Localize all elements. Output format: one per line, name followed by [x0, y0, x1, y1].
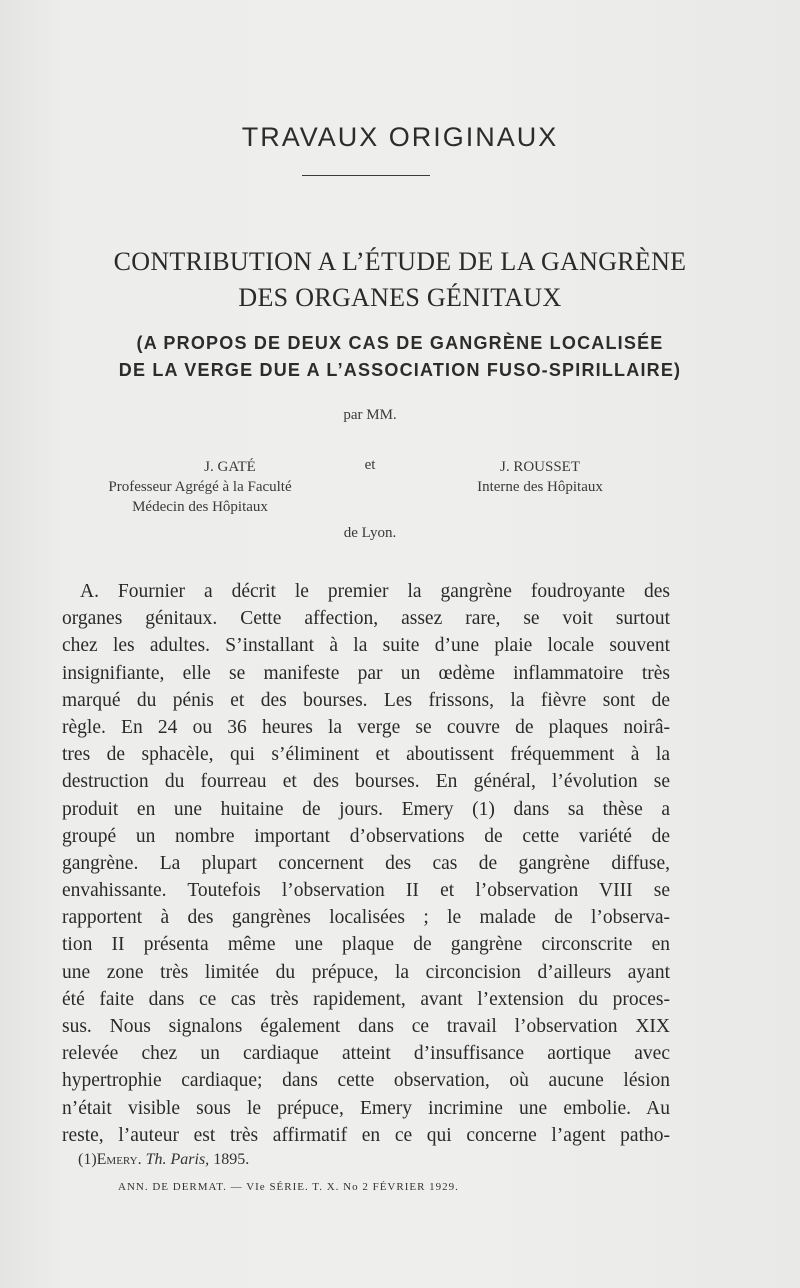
body-line: une zone très limitée du prépuce, la circoncision d’ailleurs ayant	[62, 961, 670, 983]
body-line: tres de sphacèle, qui s’éliminent et aboutissent fréquemment à la	[62, 744, 670, 766]
body-line: marqué du pénis et des bourses. Les frissons, la fièvre sont de	[62, 689, 670, 711]
body-line: groupé un nombre important d’observations de cette variété de	[62, 825, 670, 847]
article-subtitle	[40, 330, 760, 384]
body-line: A. Fournier a décrit le premier la gangrène foudroyante des	[80, 581, 670, 602]
byline: par MM.	[343, 407, 397, 423]
author-1	[60, 457, 340, 517]
body-line: organes génitaux. Cette affection, assez rare, se voit surtout	[62, 608, 670, 630]
article-title	[40, 244, 760, 316]
body-line: relevée chez un cardiaque atteint d’insuffisance aortique avec	[62, 1043, 670, 1065]
footnote-year: 1895.	[213, 1151, 250, 1168]
author-conjunction: et	[364, 457, 376, 473]
body-line: règle. En 24 ou 36 heures la verge se couvre de plaques noirâ-	[62, 716, 670, 738]
body-text	[62, 578, 670, 1149]
body-line: été faite dans ce cas très rapidement, avant l’extension du proces-	[62, 988, 670, 1010]
footnote-author: Emery.	[96, 1151, 142, 1168]
article-title-line-1: CONTRIBUTION A L’ÉTUDE DE LA GANGRÈNE	[113, 247, 687, 276]
body-line: hypertrophie cardiaque; dans cette observation, où aucune lésion	[62, 1070, 670, 1092]
body-line: reste, l’auteur est très affirmatif en ce qui concerne l’agent patho-	[62, 1124, 670, 1146]
section-header: TRAVAUX ORIGINAUX	[241, 122, 559, 152]
body-line: destruction du fourreau et des bourses. En général, l’évolution se	[62, 771, 670, 793]
footnote-source: Th. Paris,	[145, 1151, 210, 1168]
body-line: envahissante. Toutefois l’observation II et l’observation VIII se	[62, 880, 670, 902]
body-line: tion II présenta même une plaque de gangrène circonscrite en	[62, 934, 670, 956]
body-line: sus. Nous signalons également dans ce travail l’observation XIX	[62, 1016, 670, 1037]
author-2-role-1: Interne des Hôpitaux	[477, 479, 603, 495]
header-rule	[302, 175, 430, 176]
body-line: n’était visible sous le prépuce, Emery incrimine une embolie. Au	[62, 1097, 670, 1119]
footnote-marker: (1)	[78, 1151, 97, 1168]
author-1-role-2: Médecin des Hôpitaux	[132, 499, 268, 515]
author-2	[420, 457, 660, 497]
author-1-role-1: Professeur Agrégé à la Faculté	[108, 479, 292, 495]
body-line: chez les adultes. S’installant à la suite d’une plaie locale souvent	[62, 635, 670, 657]
author-2-name: J. ROUSSET	[499, 459, 581, 475]
journal-reference: ANN. DE DERMAT. — VIe SÉRIE. T. X. No 2 FÉVRIER 1929.	[118, 1181, 459, 1193]
footnote	[78, 1151, 249, 1169]
author-city: de Lyon.	[343, 525, 397, 541]
article-title-line-2: DES ORGANES GÉNITAUX	[238, 283, 562, 312]
author-1-name: J. GATÉ	[204, 459, 256, 475]
article-subtitle-line-1: (A PROPOS DE DEUX CAS DE GANGRÈNE LOCALISÉE	[136, 333, 664, 353]
article-subtitle-line-2: DE LA VERGE DUE A L’ASSOCIATION FUSO-SPIRILLAIRE)	[118, 360, 682, 380]
body-line: produit en une huitaine de jours. Emery (1) dans sa thèse a	[62, 798, 670, 820]
body-line: rapportent à des gangrènes localisées ; le malade de l’observa-	[62, 907, 670, 929]
body-line: gangrène. La plupart concernent des cas de gangrène diffuse,	[62, 852, 670, 874]
body-line: insignifiante, elle se manifeste par un œdème inflammatoire très	[62, 662, 670, 684]
